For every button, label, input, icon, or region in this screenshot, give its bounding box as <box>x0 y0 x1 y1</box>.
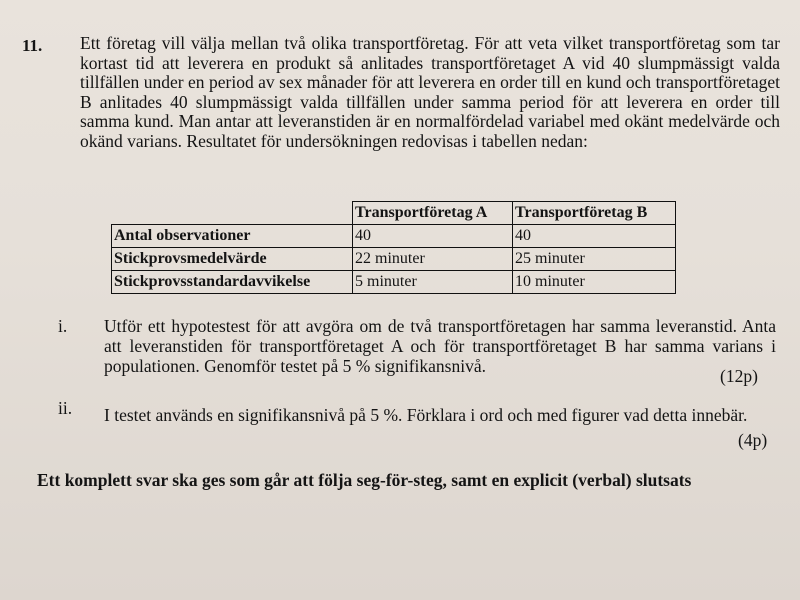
row-label: Stickprovsstandardavvikelse <box>112 271 353 294</box>
col-header-a: Transportföretag A <box>353 202 513 225</box>
question-intro: Ett företag vill välja mellan två olika transportföretag. För att veta vilket transportföretag som tar kortast tid att leverera en produkt så anlitades transportföretaget A vid 40 slumpmässigt valda tillfällen under en period av sex månader för att leverera en order till en kund och transportföretaget B anlitades 40 slumpmässigt valda tillfällen under samma period för att leverera en order till samma kund. Man antar att leveranstiden är en normalfördelad variabel med okänt medelvärde och okänd varians. Resultatet för undersökningen redovisas i tabellen nedan: <box>80 33 780 151</box>
table-header-row <box>112 202 676 225</box>
cell-a: 22 minuter <box>353 248 513 271</box>
row-label: Stickprovsmedelvärde <box>112 248 353 271</box>
points-i: (12p) <box>720 366 758 386</box>
subquestion-label-ii: ii. <box>58 398 73 418</box>
table-row <box>112 225 676 248</box>
subquestion-text-i: Utför ett hypotestest för att avgöra om de två transportföretagen har samma leveranstid. Anta att leveranstiden för transportföretaget A och för transportföretaget B har samma varians i populationen. Genomför testet på 5 % signifikansnivå. <box>104 316 776 376</box>
cell-b: 25 minuter <box>513 248 676 271</box>
table-row <box>112 248 676 271</box>
cell-a: 5 minuter <box>353 271 513 294</box>
cell-b: 10 minuter <box>513 271 676 294</box>
cell-a: 40 <box>353 225 513 248</box>
col-header-b: Transportföretag B <box>513 202 676 225</box>
final-instruction: Ett komplett svar ska ges som går att följa seg-för-steg, samt en explicit (verbal) slutsats <box>37 470 692 490</box>
cell-b: 40 <box>513 225 676 248</box>
question-number: 11. <box>22 36 43 55</box>
subquestion-text-ii: I testet används en signifikansnivå på 5 %. Förklara i ord och med figurer vad detta innebär. <box>104 405 748 425</box>
row-label: Antal observationer <box>112 225 353 248</box>
subquestion-label-i: i. <box>58 316 68 336</box>
points-ii: (4p) <box>738 430 768 450</box>
results-table <box>111 201 676 294</box>
table-corner <box>112 202 353 225</box>
table-row <box>112 271 676 294</box>
